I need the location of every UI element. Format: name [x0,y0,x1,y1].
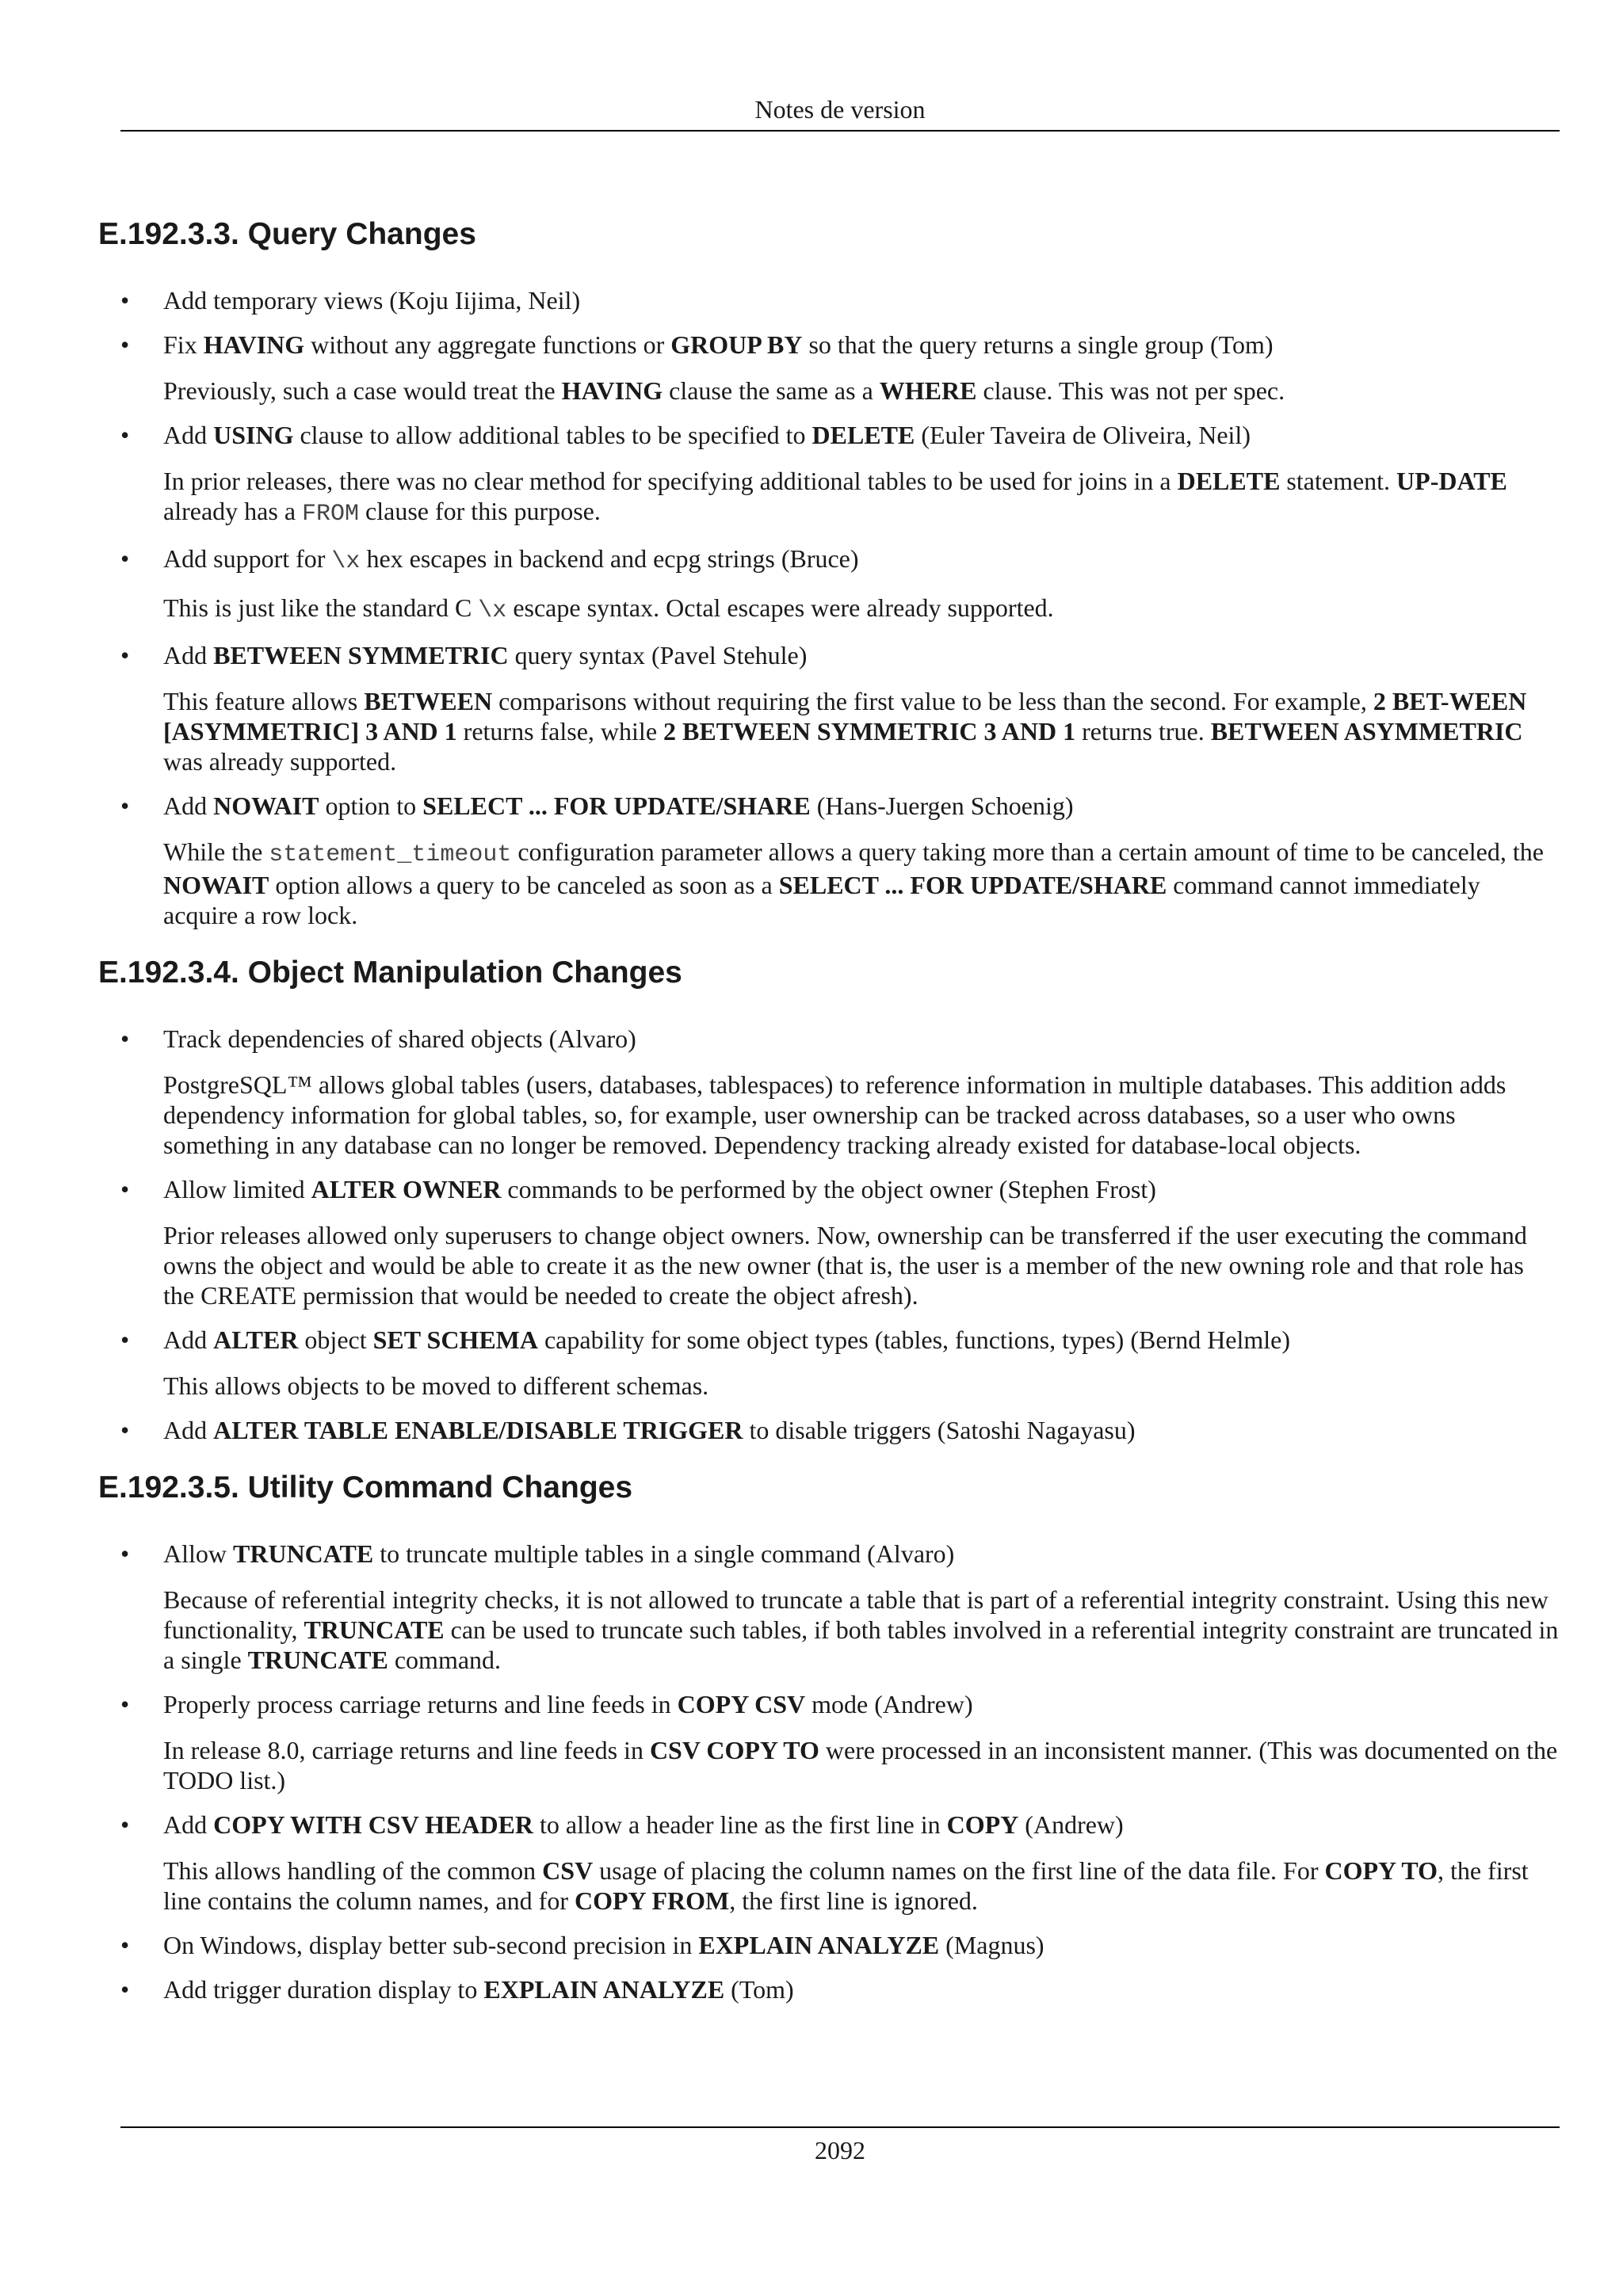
bullet-icon: • [120,1325,130,1354]
list-item [98,285,1560,315]
code-term: statement_timeout [269,841,512,868]
text-run: escape syntax. Octal escapes were already supported. [506,593,1054,622]
bold-term: ALTER [213,1325,299,1354]
item-paragraph [163,1174,1560,1204]
bold-term: COPY FROM [574,1886,730,1915]
list-item [98,640,1560,776]
text-run: This is just like the standard C [163,593,479,622]
code-term: \x [331,548,361,575]
text-run: command cannot immediately acquire a row lock. [163,871,1480,929]
bold-term: EXPLAIN ANALYZE [698,1931,940,1959]
item-detail [163,1220,1560,1310]
item-paragraph [163,791,1560,821]
text-run: Add [163,1810,214,1839]
bold-term: HAVING [203,330,305,359]
item-paragraph [163,1539,1560,1569]
bold-term: TRUNCATE [304,1615,445,1644]
bullet-icon: • [120,1175,130,1203]
section-query-changes [98,214,1560,930]
text-run: mode (Andrew) [805,1690,973,1718]
text-run: Fix [163,330,204,359]
bold-term: COPY [946,1810,1019,1839]
text-run: to disable triggers (Satoshi Nagayasu) [743,1416,1136,1444]
list-item [98,1810,1560,1916]
bold-term: USING [213,421,294,449]
bullet-icon: • [120,421,130,449]
item-detail [163,1735,1560,1795]
text-run: so that the query returns a single group (Tom) [802,330,1274,359]
list-item [98,1024,1560,1160]
list-item [98,1415,1560,1445]
text-run: Add [163,791,214,820]
list-item [98,791,1560,930]
text-run: was already supported. [163,747,397,776]
bold-term: ALTER OWNER [311,1175,502,1203]
text-run: (Tom) [724,1975,794,2004]
bullet-icon: • [120,1931,130,1959]
text-run: , the first line is ignored. [729,1886,978,1915]
bullet-icon: • [120,641,130,669]
text-run: Properly process carriage returns and line feeds in [163,1690,678,1718]
list-item [98,1689,1560,1795]
bullet-list [98,1024,1560,1445]
item-paragraph [163,1689,1560,1719]
bold-term: DELETE [1177,467,1281,495]
item-paragraph [163,543,1560,577]
text-run: Add [163,1416,214,1444]
item-paragraph [163,420,1560,450]
bullet-icon: • [120,1975,130,2004]
bold-term: BETWEEN ASYMMETRIC [1210,717,1523,746]
text-run: (Euler Taveira de Oliveira, Neil) [915,421,1251,449]
text-run: This allows handling of the common [163,1856,543,1885]
text-run: Previously, such a case would treat the [163,376,562,405]
text-run: Because of referential integrity checks, it is not allowed to truncate a table that is part of a referential integrity constraint. Using this new functionality, [163,1585,1549,1644]
text-run: Track dependencies of shared objects (Alvaro) [163,1024,636,1053]
text-run: Allow limited [163,1175,311,1203]
bold-term: ALTER TABLE ENABLE/DISABLE TRIGGER [213,1416,743,1444]
bold-term: GROUP BY [670,330,803,359]
text-run: Add trigger duration display to [163,1975,484,2004]
text-run: Add temporary views (Koju Iijima, Neil) [163,286,581,315]
text-run: to allow a header line as the first line in [533,1810,947,1839]
bullet-icon: • [120,1690,130,1718]
text-run: were processed in an inconsistent manner. (This was documented on the TODO list.) [163,1736,1558,1794]
item-detail [163,1585,1560,1675]
text-run: returns true. [1075,717,1211,746]
bold-term: SET SCHEMA [372,1325,538,1354]
text-run: comparisons without requiring the first value to be less than the second. For example, [492,687,1373,715]
text-run: usage of placing the column names on the first line of the data file. For [593,1856,1325,1885]
code-term: FROM [302,501,360,528]
list-item [98,330,1560,406]
text-run: hex escapes in backend and ecpg strings (Bruce) [360,544,859,573]
bold-term: TRUNCATE [247,1646,388,1674]
bold-term: 2 BET-WEEN [ASYMMETRIC] 3 AND 1 [163,687,1527,746]
text-run: to truncate multiple tables in a single command (Alvaro) [373,1539,955,1568]
text-run: This allows objects to be moved to different schemas. [163,1371,709,1400]
bullet-icon: • [120,1810,130,1839]
bold-term: SELECT ... FOR UPDATE/SHARE [422,791,811,820]
item-detail [163,376,1560,406]
text-run: statement. [1280,467,1397,495]
text-run: (Hans-Juergen Schoenig) [810,791,1074,820]
text-run: without any aggregate functions or [304,330,671,359]
text-run: clause to allow additional tables to be specified to [293,421,812,449]
text-run: can be used to truncate such tables, if both tables involved in a referential integrity constraint are truncated in a single [163,1615,1559,1674]
item-detail [163,1855,1560,1916]
bold-term: WHERE [879,376,977,405]
bold-term: UP-DATE [1396,467,1507,495]
list-item [98,543,1560,626]
text-run: already has a [163,497,303,525]
bullet-icon: • [120,330,130,359]
code-term: \x [478,597,507,624]
item-paragraph [163,1974,1560,2004]
text-run: (Magnus) [939,1931,1044,1959]
bold-term: SELECT ... FOR UPDATE/SHARE [778,871,1167,899]
bold-term: 2 BETWEEN SYMMETRIC 3 AND 1 [663,717,1076,746]
bold-term: COPY TO [1324,1856,1438,1885]
section-utility-command-changes [98,1467,1560,2004]
bold-term: HAVING [561,376,663,405]
text-run: object [298,1325,373,1354]
bullet-icon: • [120,544,130,573]
text-run: Add support for [163,544,332,573]
bold-term: NOWAIT [213,791,319,820]
header-title: Notes de version [754,95,926,124]
section-object-manipulation-changes [98,952,1560,1445]
bullet-icon: • [120,286,130,315]
text-run: Add [163,1325,214,1354]
section-heading: E.192.3.5. Utility Command Changes [98,1470,633,1505]
section-heading: E.192.3.4. Object Manipulation Changes [98,955,682,990]
item-detail [163,1070,1560,1160]
section-heading: E.192.3.3. Query Changes [98,217,476,251]
bullet-icon: • [120,791,130,820]
page-header [120,89,1560,132]
bold-term: TRUNCATE [233,1539,374,1568]
bullet-icon: • [120,1416,130,1444]
bullet-list [98,1539,1560,2004]
text-run: capability for some object types (tables, functions, types) (Bernd Helmle) [537,1325,1291,1354]
bold-term: BETWEEN [364,687,493,715]
list-item [98,1539,1560,1675]
text-run: In release 8.0, carriage returns and line feeds in [163,1736,650,1764]
item-paragraph [163,1930,1560,1960]
text-run: Allow [163,1539,233,1568]
text-run: Prior releases allowed only superusers to change object owners. Now, ownership can be transferred if the user executing the command owns the object and would be able to create it as the new owner (that is, the user is a member of the new owning role and that role has the CREATE permission that would be needed to create the object afresh). [163,1221,1527,1310]
text-run: clause the same as a [663,376,880,405]
item-paragraph [163,1024,1560,1054]
text-run: command. [388,1646,502,1674]
text-run: PostgreSQL™ allows global tables (users, databases, tablespaces) to reference information in multiple databases. This addition adds dependency information for global tables, so, for example, user ownership can be tracked across databases, so a user who owns something in any database can no longer be removed. Dependency tracking already existed for database-local objects. [163,1070,1507,1159]
text-run: commands to be performed by the object owner (Stephen Frost) [501,1175,1156,1203]
text-run: option to [319,791,423,820]
bold-term: COPY WITH CSV HEADER [213,1810,534,1839]
text-run: In prior releases, there was no clear method for specifying additional tables to be used for joins in a [163,467,1178,495]
text-run: configuration parameter allows a query taking more than a certain amount of time to be canceled, the [511,837,1544,866]
bullet-icon: • [120,1024,130,1053]
text-run: (Andrew) [1018,1810,1124,1839]
bold-term: NOWAIT [163,871,269,899]
bold-term: DELETE [812,421,915,449]
item-paragraph [163,285,1560,315]
text-run: option allows a query to be canceled as soon as a [269,871,779,899]
text-run: , the first line contains the column names, and for [163,1856,1529,1915]
item-paragraph [163,1325,1560,1355]
item-detail [163,593,1560,626]
text-run: On Windows, display better sub-second precision in [163,1931,699,1959]
list-item [98,420,1560,529]
item-paragraph [163,330,1560,360]
bullet-icon: • [120,1539,130,1568]
text-run: Add [163,421,214,449]
item-paragraph [163,1810,1560,1840]
bullet-list [98,285,1560,930]
list-item [98,1174,1560,1310]
item-paragraph [163,1415,1560,1445]
text-run: clause for this purpose. [359,497,601,525]
bold-term: COPY CSV [677,1690,806,1718]
bold-term: EXPLAIN ANALYZE [483,1975,725,2004]
text-run: While the [163,837,269,866]
list-item [98,1930,1560,1960]
text-run: clause. This was not per spec. [976,376,1285,405]
item-detail [163,1371,1560,1401]
list-item [98,1325,1560,1401]
document-body [98,214,1560,2019]
text-run: Add [163,641,214,669]
item-detail [163,686,1560,776]
bold-term: BETWEEN SYMMETRIC [213,641,509,669]
item-detail [163,837,1560,930]
item-detail [163,466,1560,529]
page-footer [120,2126,1560,2166]
page-number: 2092 [815,2136,865,2164]
list-item [98,1974,1560,2004]
item-paragraph [163,640,1560,670]
bold-term: CSV COPY TO [649,1736,819,1764]
text-run: query syntax (Pavel Stehule) [508,641,808,669]
text-run: This feature allows [163,687,365,715]
text-run: returns false, while [456,717,664,746]
bold-term: CSV [542,1856,594,1885]
